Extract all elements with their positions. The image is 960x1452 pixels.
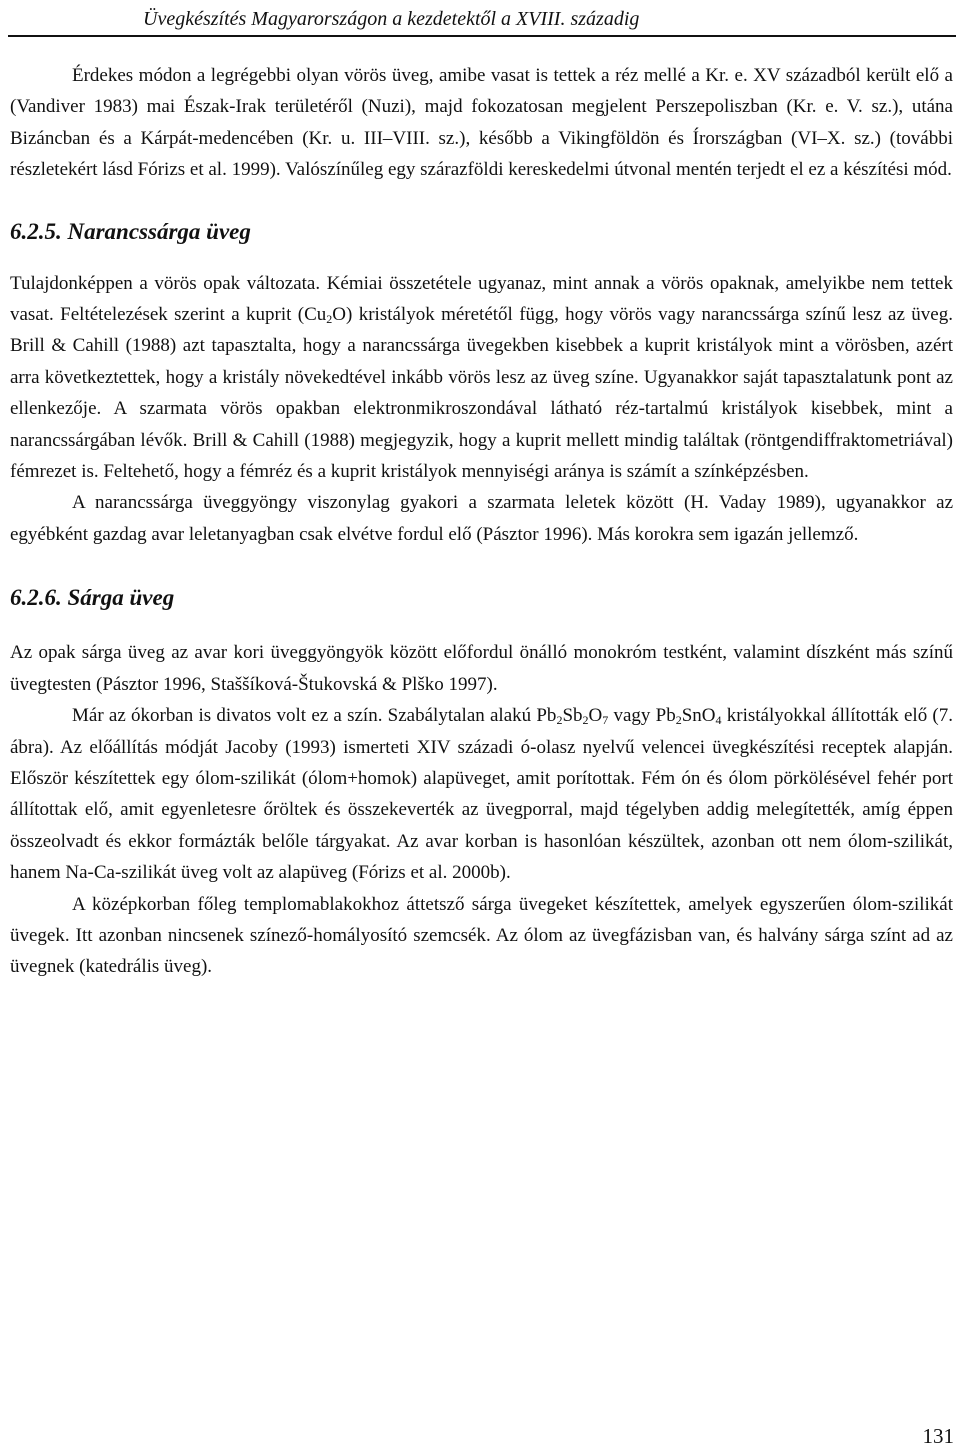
paragraph-red-glass-origin: Érdekes módon a legrégebbi olyan vörös üveg, amibe vasat is tettek a réz mellé a Kr. e. XV századból került elő a (Vandiver 1983) mai Észak-Irak területéről (Nuzi), majd fokozatosan megjelent Perszepoliszban (Kr. e. V. sz.), utána Bizáncban és a Kárpát-medencében (Kr. u. III–VIII. sz.), később a Vikingföldön és Írországban (VI–X. sz.) (további részletekért lásd Fórizs et al. 1999). Valószínűleg egy szárazföldi kereskedelmi útvonal mentén terjedt el ez a készítési mód. (10, 65, 953, 181)
page-number: 131 (922, 1424, 954, 1448)
section-heading-orange-glass: 6.2.5. Narancssárga üveg (10, 218, 251, 244)
paragraph-yellow-glass-1: Az opak sárga üveg az avar kori üveggyöngyök között előfordul önálló monokróm testként, valamint díszként más színű üvegtesten (Pásztor 1996, Staššíková-Štukovská & Plško 1997). (10, 642, 953, 695)
section-heading-yellow-glass: 6.2.6. Sárga üveg (10, 585, 175, 611)
running-head: Üvegkészítés Magyarországon a kezdetektől a XVIII. századig (143, 8, 640, 30)
body-text (10, 60, 953, 983)
header-rule (8, 35, 956, 37)
paragraph-yellow-glass-2: Már az ókorban is divatos volt ez a szín. Szabálytalan alakú $Pb_2Sb_2O_7$ vagy $Pb_2SnO_4$ kristályokkal állították elő (7. ábra). Az előállítás módját Jacoby (1993) ismerteti XIV századi ó-olasz nyelvű velencei üvegkészítési receptek alapján. Először készítettek egy ólom-szilikát (ólom+homok) alapüveget, amit porítottak. Fém ón és ólom pörkölésével fehér port állítottak elő, amit egyenletesre őröltek és összekeverték az üvegporral, majd tégelyben addig melegítették, amíg éppen összeolvadt és ekkor formázták belőle tárgyakat. Az avar korban is hasonlóan készültek, azonban ott nem ólom-szilikát, hanem Na-Ca-szilikát üveg volt az alapüveg (Fórizs et al. 2000b). (10, 705, 954, 884)
paragraph-orange-glass-2: A narancssárga üveggyöngy viszonylag gyakori a szarmata leletek között (H. Vaday 1989), ugyanakkor az egyébként gazdag avar leletanyagban csak elvétve fordul elő (Pásztor 1996). Más korokra sem igazán jellemző. (10, 492, 953, 545)
paragraph-orange-glass-1: Tulajdonképpen a vörös opak változata. Kémiai összetétele ugyanaz, mint annak a vörös opaknak, amelyikbe nem tettek vasat. Feltételezések szerint a kuprit $(Cu_2O)$ kristályok méretétől függ, hogy vörös vagy narancssárga színű lesz az üveg. Brill & Cahill (1988) azt tapasztalta, hogy a narancssárga üvegekben kisebbek a kuprit kristályok mint a vörösben, azért arra következtettek, hogy a kristály növekedtével inkább vörös lesz az üveg színe. Ugyanakkor saját tapasztalatunk pont az ellenkezője. A szarmata vörös opakban elektronmikroszondával látható réz-tartalmú kristályok kisebbek, mint a narancssárgában lévők. Brill & Cahill (1988) megjegyzik, hogy a kuprit mellett mindig találtak (röntgendiffraktometriával) fémrezet is. Feltehető, hogy a fémréz és a kuprit kristályok mennyiségi aránya is számít a színképzésben. (10, 272, 953, 483)
paragraph-yellow-glass-3: A középkorban főleg templomablakokhoz áttetsző sárga üvegeket készítettek, amelyek egyszerűen ólom-szilikát üvegek. Itt azonban nincsenek színező-homályosító szemcsék. Az ólom az üvegfázisban van, és halvány sárga színt ad az üvegnek (katedrális üveg). (10, 893, 953, 978)
